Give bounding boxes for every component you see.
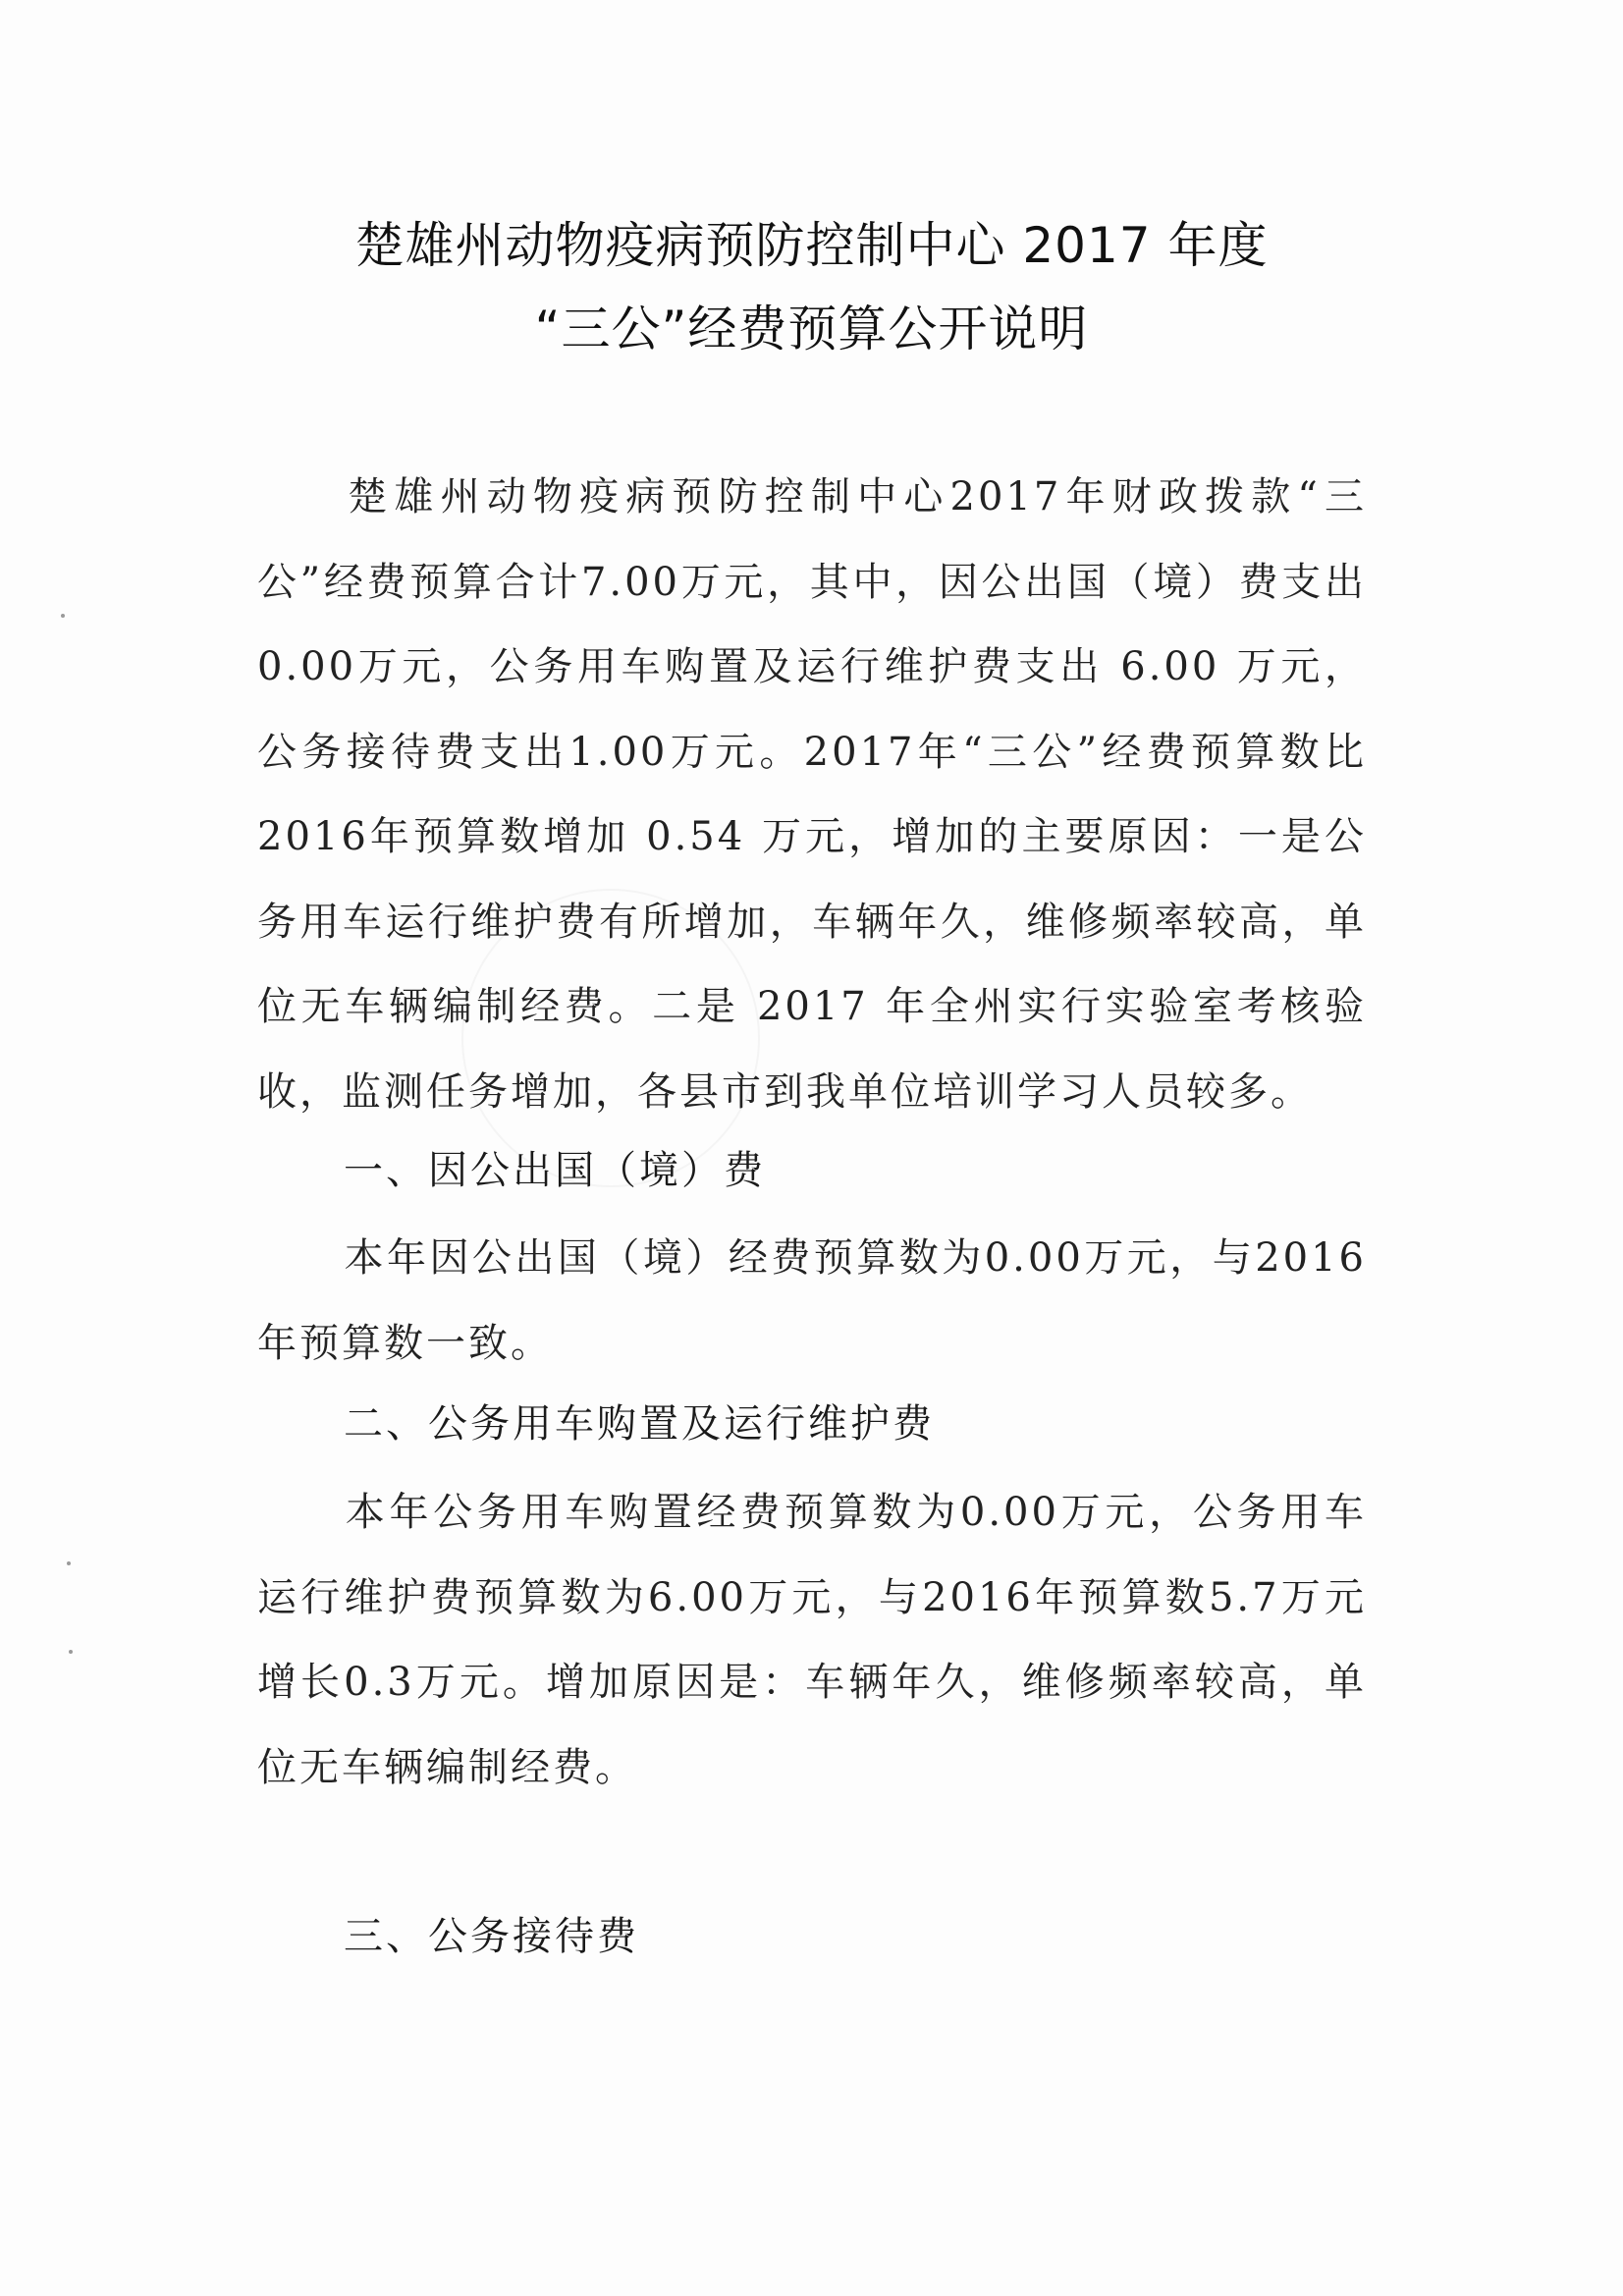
scan-speck [69,1650,73,1654]
scan-speck [61,614,65,618]
intro-paragraph [257,455,1367,1134]
section-body-official-vehicles [257,1470,1367,1810]
section-heading-official-vehicles: 二、公务用车购置及运行维护费 [344,1401,935,1447]
section-body-overseas-travel-text: 本年因公出国（境）经费预算数为0.00万元，与2016年预算数一致。 [257,1235,1367,1366]
document-title-line-1: 楚雄州动物疫病预防控制中心 2017 年度 [354,217,1269,274]
intro-paragraph-text: 楚雄州动物疫病预防控制中心2017年财政拨款“三公”经费预算合计7.00万元，其中，因公出国（境）费支出0.00万元，公务用车购置及运行维护费支出 6.00 万元，公务接待费支出1.00万元。2017年“三公”经费预算数比2016年预算数增加 0.54 万元，增加的主要原因：一是公务用车运行维护费有所增加，车辆年久，维修频率较高，单位无车辆编制经费。二是 2017 年全州实行实验室考核验收，监测任务增加，各县市到我单位培训学习人员较多。 [257,474,1367,1115]
section-heading-official-reception: 三、公务接待费 [344,1914,639,1959]
section-body-overseas-travel [257,1216,1367,1386]
scan-speck [67,1561,71,1565]
document-title-line-2: “三公”经费预算公开说明 [534,301,1089,357]
section-body-official-vehicles-text: 本年公务用车购置经费预算数为0.00万元，公务用车运行维护费预算数为6.00万元，与2016年预算数5.7万元增长0.3万元。增加原因是：车辆年久，维修频率较高，单位无车辆编制经费。 [257,1490,1367,1790]
section-heading-overseas-travel: 一、因公出国（境）费 [344,1148,766,1193]
